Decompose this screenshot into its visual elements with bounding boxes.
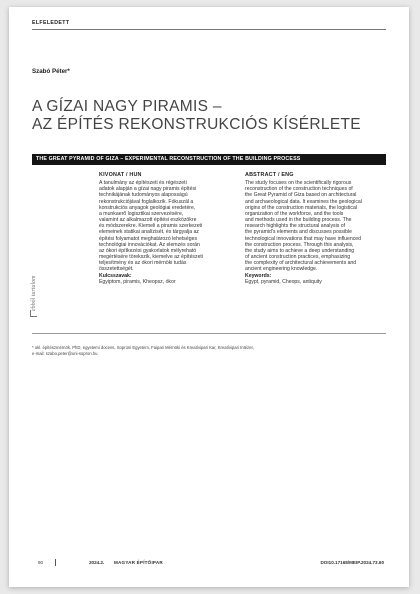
abstract-hun-line: és módszerekre. Kiemeli a piramis szerkezeti	[99, 223, 203, 230]
abstract-hun-line: teljesítmény és az ókori mérnöki tudás	[99, 260, 187, 267]
abstract-eng-line: The study focuses on the scientifically rigorous	[245, 180, 352, 187]
keywords-eng: Egypt, pyramid, Cheops, antiquity	[245, 278, 322, 285]
abstract-eng-line: technological innovations that may have influenced	[245, 235, 362, 242]
sidebar-label-text: ebből tartalom	[31, 275, 37, 311]
abstract-hun-line: az ókori építkezési gyakorlatok mélyreható	[99, 247, 197, 254]
page-number: 60	[38, 560, 44, 565]
section-label: ELFELEDETT	[32, 20, 70, 26]
keywords-hun: Egyiptom, piramis, Kheopsz, ókor	[99, 278, 176, 285]
abstract-eng-line: the Great Pyramid of Giza based on architectural	[245, 192, 357, 199]
abstract-hun-line: technikájának tudományos alaposságú	[99, 192, 188, 199]
abstract-hun-line: a munkaerő logisztikai szervezésére,	[99, 210, 184, 217]
abstract-hun-line: elemeinek statikai analízisét, és tárgyalja az	[99, 229, 200, 236]
article-page	[9, 7, 409, 587]
issue-number: 2024.2.	[89, 560, 105, 565]
abstract-eng	[245, 172, 369, 285]
page-footer	[32, 560, 386, 568]
abstract-eng-line: the construction process. Through this analysis,	[245, 241, 354, 248]
abstract-eng-line: and methods used in the building process. The	[245, 217, 352, 224]
abstract-hun-line: technológiai innovációkat. Az elemzés során	[99, 241, 200, 248]
abstract-eng-line: organization of the workforce, and the tools	[245, 210, 344, 217]
footnote-line-1: * okl. építészmérnök, PhD, egyetemi docens, Soproni Egyetem, Faipari Mérnöki és Kreatívipari Kar, Kreatívipari Intézet,	[32, 345, 254, 350]
sidebar-label	[30, 253, 40, 313]
article-title	[32, 98, 372, 134]
keywords-hun-label: Kulcsszavak:	[99, 272, 132, 279]
abstract-hun-line: rekonstrukciójával foglalkozik. Fókuszál a	[99, 198, 194, 205]
abstract-hun-body	[99, 180, 216, 272]
abstract-hun-line: megértésére törekszik, kiemelve az építészeti	[99, 254, 203, 261]
abstract-eng-line: ancient engineering knowledge.	[245, 266, 318, 273]
abstract-hun-line: adatok alapján a gízai nagy piramis építési	[99, 186, 197, 193]
abstract-hun	[99, 172, 216, 285]
abstract-eng-line: research highlights the structural analysis of	[245, 223, 346, 230]
abstract-eng-line: reconstruction of the construction techniques of	[245, 186, 353, 193]
abstract-hun-line: összetettségét.	[99, 266, 134, 273]
doi-link[interactable]: DOI10.17168/MEIP.2024.73.60	[320, 560, 384, 565]
abstract-eng-line: the study aims to achieve a deep understanding	[245, 247, 355, 254]
abstract-eng-body	[245, 180, 369, 272]
english-title-bar: THE GREAT PYRAMID OF GIZA – EXPERIMENTAL RECONSTRUCTION OF THE BUILDING PROCESS	[32, 154, 386, 165]
author-footnote	[32, 345, 254, 356]
abstract-eng-line: and archaeological data. It examines the geological	[245, 198, 362, 205]
footnote-divider	[32, 333, 386, 334]
abstract-hun-line: A tanulmány az építészeti és régészeti	[99, 180, 187, 187]
footer-separator	[55, 559, 56, 566]
footnote-line-2: e-mail: szabo.peter@uni-sopron.hu	[32, 350, 98, 356]
top-divider	[32, 29, 386, 30]
abstract-eng-line: origins of the construction materials, the logistical	[245, 204, 358, 211]
abstract-eng-heading: ABSTRACT / ENG	[245, 172, 294, 178]
abstract-hun-heading: KIVONAT / HUN	[99, 172, 142, 178]
title-line-1: A GÍZAI NAGY PIRAMIS –	[32, 98, 222, 115]
abstract-hun-line: építési folyamatot meghatározó lehetséges	[99, 235, 198, 242]
abstract-eng-line: the pyramid's elements and discusses possible	[245, 229, 352, 236]
abstract-hun-line: valamint az alkalmazott építési eszközökre	[99, 217, 197, 224]
keywords-eng-label: Keywords:	[245, 272, 272, 279]
abstract-eng-line: of ancient construction practices, emphasizing	[245, 254, 351, 261]
abstract-eng-line: the complexity of architectural achievements and	[245, 260, 357, 267]
bracket-mark	[30, 310, 37, 317]
abstract-hun-line: konstrukciós anyagok geológiai eredetére,	[99, 204, 196, 211]
title-line-2: AZ ÉPÍTÉS REKONSTRUKCIÓS KÍSÉRLETE	[32, 116, 361, 133]
journal-name: MAGYAR ÉPÍTŐIPAR	[114, 560, 163, 565]
author-name: Szabó Péter*	[32, 68, 70, 75]
